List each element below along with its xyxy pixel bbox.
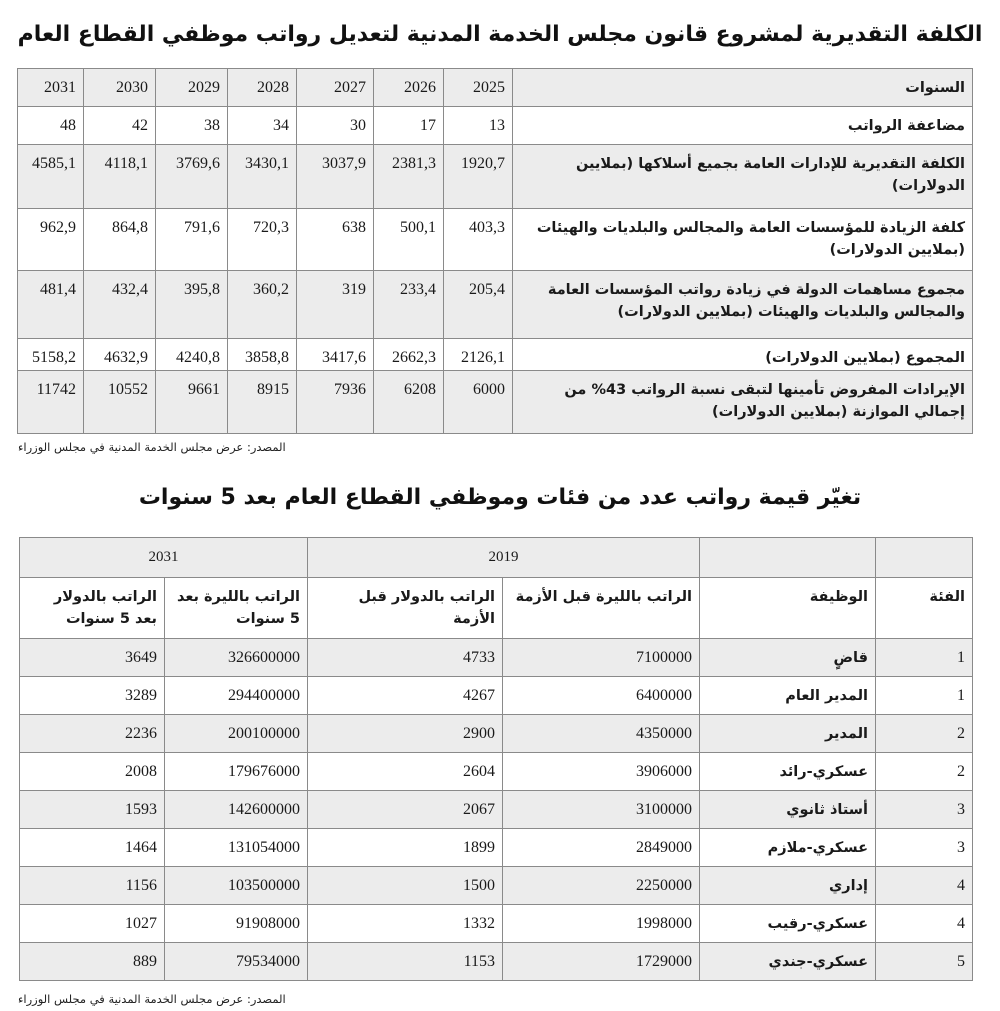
job-cell: المدير: [700, 715, 876, 753]
value-cell: 720,3: [228, 209, 297, 271]
value-cell: 962,9: [18, 209, 84, 271]
category-cell: 4: [876, 905, 973, 943]
usd-after-cell: 2008: [20, 753, 165, 791]
category-cell: 2: [876, 715, 973, 753]
table2-row: [20, 943, 973, 981]
usd-after-cell: 3649: [20, 639, 165, 677]
table1-row: [18, 145, 973, 209]
usd-before-cell: 1899: [308, 829, 503, 867]
table2-row: [20, 639, 973, 677]
table2-row: [20, 867, 973, 905]
value-cell: 432,4: [84, 271, 156, 339]
category-cell: 4: [876, 867, 973, 905]
value-cell: 13: [444, 107, 513, 145]
year-header-cell: 2029: [156, 69, 228, 107]
col-header-category: الفئة: [876, 578, 973, 639]
usd-after-cell: 3289: [20, 677, 165, 715]
row-label: الإيرادات المفروض تأمينها لتبقى نسبة الرواتب 43% من إجمالي الموازنة (بملايين الدولارات): [513, 371, 973, 434]
col-header-usd-after: الراتب بالدولار بعد 5 سنوات: [20, 578, 165, 639]
job-cell: عسكري-جندي: [700, 943, 876, 981]
years-label: السنوات: [513, 69, 973, 107]
lira-before-cell: 1998000: [503, 905, 700, 943]
table2-row: [20, 905, 973, 943]
value-cell: 3769,6: [156, 145, 228, 209]
year-header-cell: 2026: [374, 69, 444, 107]
value-cell: 395,8: [156, 271, 228, 339]
lira-after-cell: 91908000: [165, 905, 308, 943]
lira-before-cell: 7100000: [503, 639, 700, 677]
value-cell: 1920,7: [444, 145, 513, 209]
usd-before-cell: 2067: [308, 791, 503, 829]
lira-before-cell: 3906000: [503, 753, 700, 791]
usd-after-cell: 1156: [20, 867, 165, 905]
job-cell: عسكري-رقيب: [700, 905, 876, 943]
usd-before-cell: 2604: [308, 753, 503, 791]
table2-row: [20, 715, 973, 753]
group-header-2031: 2031: [20, 538, 308, 578]
lira-after-cell: 294400000: [165, 677, 308, 715]
value-cell: 38: [156, 107, 228, 145]
value-cell: 500,1: [374, 209, 444, 271]
year-header-cell: 2030: [84, 69, 156, 107]
lira-after-cell: 200100000: [165, 715, 308, 753]
value-cell: 3858,8: [228, 339, 297, 371]
value-cell: 3430,1: [228, 145, 297, 209]
col-header-job: الوظيفة: [700, 578, 876, 639]
category-cell: 1: [876, 639, 973, 677]
empty-header-cell: [700, 538, 876, 578]
col-header-lira-before: الراتب بالليرة قبل الأزمة: [503, 578, 700, 639]
usd-before-cell: 1153: [308, 943, 503, 981]
value-cell: 8915: [228, 371, 297, 434]
value-cell: 3417,6: [297, 339, 374, 371]
lira-before-cell: 6400000: [503, 677, 700, 715]
col-header-lira-after: الراتب بالليرة بعد 5 سنوات: [165, 578, 308, 639]
table1-row: [18, 209, 973, 271]
usd-before-cell: 4733: [308, 639, 503, 677]
year-header-cell: 2027: [297, 69, 374, 107]
value-cell: 403,3: [444, 209, 513, 271]
cost-estimate-table: [17, 68, 973, 434]
table1-source: المصدر: عرض مجلس الخدمة المدنية في مجلس الوزراء: [18, 440, 286, 454]
table2-row: [20, 677, 973, 715]
group-header-2019: 2019: [308, 538, 700, 578]
lira-before-cell: 1729000: [503, 943, 700, 981]
value-cell: 319: [297, 271, 374, 339]
row-label: كلفة الزيادة للمؤسسات العامة والمجالس والبلديات والهيئات (بملايين الدولارات): [513, 209, 973, 271]
lira-after-cell: 131054000: [165, 829, 308, 867]
empty-header-cell: [876, 538, 973, 578]
table2-column-header-row: [20, 578, 973, 639]
lira-before-cell: 2849000: [503, 829, 700, 867]
value-cell: 205,4: [444, 271, 513, 339]
lira-after-cell: 79534000: [165, 943, 308, 981]
table2-row: [20, 829, 973, 867]
lira-after-cell: 326600000: [165, 639, 308, 677]
lira-before-cell: 4350000: [503, 715, 700, 753]
usd-before-cell: 2900: [308, 715, 503, 753]
value-cell: 7936: [297, 371, 374, 434]
table1-row: [18, 271, 973, 339]
salary-change-table: [19, 537, 973, 981]
category-cell: 5: [876, 943, 973, 981]
value-cell: 2126,1: [444, 339, 513, 371]
usd-after-cell: 889: [20, 943, 165, 981]
table2-row: [20, 791, 973, 829]
value-cell: 638: [297, 209, 374, 271]
table1-header-row: [18, 69, 973, 107]
year-header-cell: 2031: [18, 69, 84, 107]
table2-source: المصدر: عرض مجلس الخدمة المدنية في مجلس الوزراء: [18, 992, 286, 1006]
table1-row: [18, 107, 973, 145]
value-cell: 481,4: [18, 271, 84, 339]
table1-row: [18, 371, 973, 434]
value-cell: 17: [374, 107, 444, 145]
usd-before-cell: 4267: [308, 677, 503, 715]
job-cell: المدير العام: [700, 677, 876, 715]
row-label: مجموع مساهمات الدولة في زيادة رواتب المؤسسات العامة والمجالس والبلديات والهيئات (بملايين الدولارات): [513, 271, 973, 339]
table1-row: [18, 339, 973, 371]
lira-after-cell: 142600000: [165, 791, 308, 829]
year-header-cell: 2025: [444, 69, 513, 107]
usd-after-cell: 1464: [20, 829, 165, 867]
table2-title: تغيّر قيمة رواتب عدد من فئات وموظفي القطاع العام بعد 5 سنوات: [138, 485, 862, 510]
lira-after-cell: 179676000: [165, 753, 308, 791]
value-cell: 360,2: [228, 271, 297, 339]
category-cell: 3: [876, 829, 973, 867]
usd-after-cell: 2236: [20, 715, 165, 753]
category-cell: 2: [876, 753, 973, 791]
year-header-cell: 2028: [228, 69, 297, 107]
value-cell: 2381,3: [374, 145, 444, 209]
row-label: مضاعفة الرواتب: [513, 107, 973, 145]
value-cell: 48: [18, 107, 84, 145]
value-cell: 4585,1: [18, 145, 84, 209]
value-cell: 30: [297, 107, 374, 145]
row-label: المجموع (بملايين الدولارات): [513, 339, 973, 371]
value-cell: 42: [84, 107, 156, 145]
value-cell: 4118,1: [84, 145, 156, 209]
value-cell: 6000: [444, 371, 513, 434]
value-cell: 233,4: [374, 271, 444, 339]
value-cell: 4632,9: [84, 339, 156, 371]
lira-before-cell: 2250000: [503, 867, 700, 905]
value-cell: 4240,8: [156, 339, 228, 371]
value-cell: 6208: [374, 371, 444, 434]
table2-row: [20, 753, 973, 791]
usd-after-cell: 1027: [20, 905, 165, 943]
table2-group-header-row: [20, 538, 973, 578]
table1-title: الكلفة التقديرية لمشروع قانون مجلس الخدمة المدنية لتعديل رواتب موظفي القطاع العام: [17, 22, 983, 47]
usd-after-cell: 1593: [20, 791, 165, 829]
lira-after-cell: 103500000: [165, 867, 308, 905]
job-cell: قاضٍ: [700, 639, 876, 677]
value-cell: 2662,3: [374, 339, 444, 371]
category-cell: 3: [876, 791, 973, 829]
usd-before-cell: 1332: [308, 905, 503, 943]
lira-before-cell: 3100000: [503, 791, 700, 829]
value-cell: 10552: [84, 371, 156, 434]
job-cell: عسكري-ملازم: [700, 829, 876, 867]
category-cell: 1: [876, 677, 973, 715]
value-cell: 864,8: [84, 209, 156, 271]
value-cell: 3037,9: [297, 145, 374, 209]
col-header-usd-before: الراتب بالدولار قبل الأزمة: [308, 578, 503, 639]
value-cell: 34: [228, 107, 297, 145]
usd-before-cell: 1500: [308, 867, 503, 905]
job-cell: أستاذ ثانوي: [700, 791, 876, 829]
value-cell: 5158,2: [18, 339, 84, 371]
job-cell: عسكري-رائد: [700, 753, 876, 791]
row-label: الكلفة التقديرية للإدارات العامة بجميع أسلاكها (بملايين الدولارات): [513, 145, 973, 209]
value-cell: 9661: [156, 371, 228, 434]
job-cell: إداري: [700, 867, 876, 905]
value-cell: 11742: [18, 371, 84, 434]
value-cell: 791,6: [156, 209, 228, 271]
